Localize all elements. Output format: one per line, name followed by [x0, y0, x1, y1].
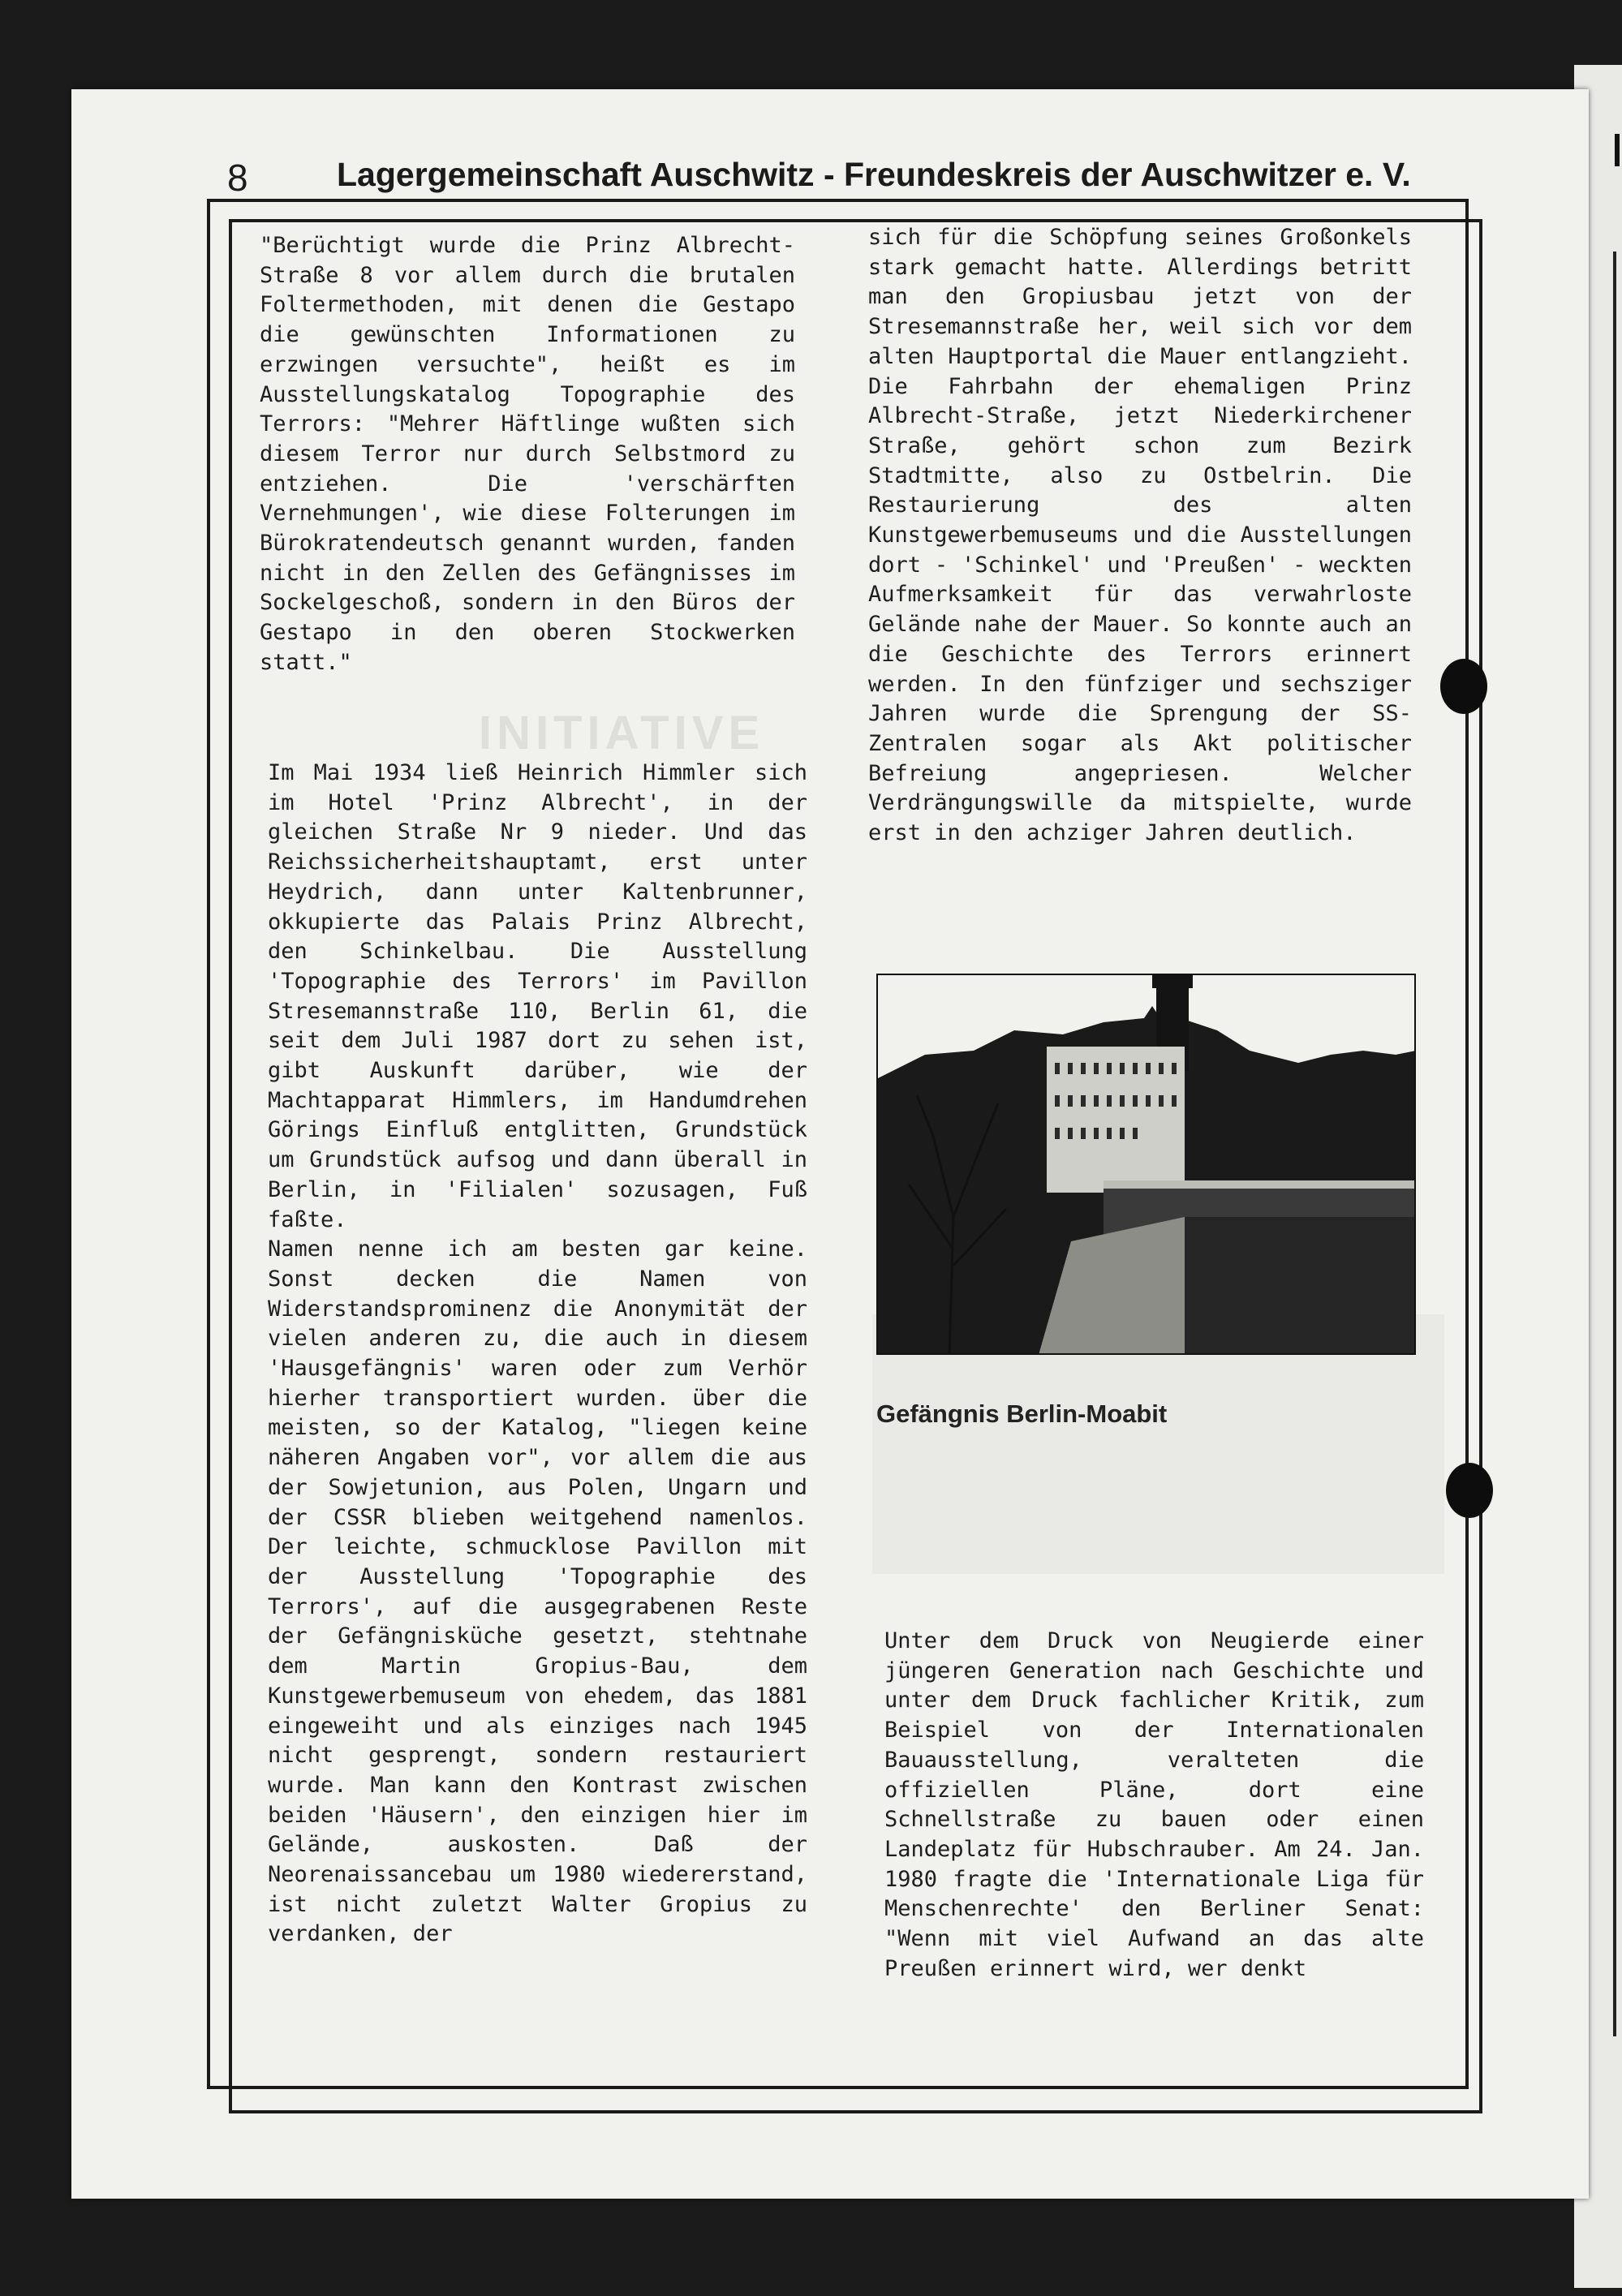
page-number: 8 [227, 157, 248, 199]
binder-hole-top [1440, 659, 1487, 714]
header-title: Lagergemeinschaft Auschwitz - Freundeskreis der Auschwitzer e. V. [337, 156, 1411, 193]
column-left-quote: "Berüchtigt wurde die Prinz Albrecht-Straße 8 vor allem durch die brutalen Foltermethoden, mit denen die Gestapo die gewünschten Informationen zu erzwingen versuchte", heißt es im Ausstellungskatalog Topographie des Terrors: "Mehrer Häftlinge wußten sich diesem Terror nur durch Selbstmord zu entziehen. Die 'verschärften Vernehmungen', wie diese Folterungen im Bürokratendeutsch genannt wurden, fanden nicht in den Zellen des Gefängnisses im Sockelgeschoß, sondern in den Büros der Gestapo in den oberen Stockwerken statt." [260, 233, 795, 675]
bleed-through-text: INITIATIVE [479, 707, 765, 759]
next-page-mark [1615, 134, 1620, 166]
prison-photo [876, 974, 1416, 1355]
column-right-bottom: Unter dem Druck von Neugierde einer jüngeren Generation nach Geschichte und unter dem Druck fachlicher Kritik, zum Beispiel von der Internationalen Bauausstellung, veralteten die offiziellen Pläne, dort eine Schnellstraße zu bauen oder einen Landeplatz für Hubschrauber. Am 24. Jan. 1980 fragte die 'Internationale Liga für Menschenrechte' den Berliner Senat: "Wenn mit viel Aufwand an das alte Preußen erinnert wird, wer denkt [884, 1628, 1424, 1981]
photo-caption: Gefängnis Berlin-Moabit [876, 1400, 1168, 1428]
page-header [154, 146, 1485, 203]
next-page-border [1613, 252, 1616, 2036]
binder-hole-bottom [1446, 1463, 1493, 1518]
column-left-body: Im Mai 1934 ließ Heinrich Himmler sich im Hotel 'Prinz Albrecht', in der gleichen Straße Nr 9 nieder. Und das Reichssicherheitshauptamt, erst unter Heydrich, dann unter Kaltenbrunner, okkupierte das Palais Prinz Albrecht, den Schinkelbau. Die Ausstellung 'Topographie des Terrors' im Pavillon Stresemannstraße 110, Berlin 61, die seit dem Juli 1987 dort zu sehen ist, gibt Auskunft darüber, wie der Machtapparat Himmlers, im Handumdrehen Görings Einfluß entglitten, Grundstück um Grundstück aufsog und dann überall in Berlin, in 'Filialen' sozusagen, Fuß faßte. Namen nenne ich am besten gar keine. Sonst decken die Namen von Widerstandsprominenz die Anonymität der vielen anderen zu, die auch in diesem 'Hausgefängnis' waren oder zum Verhör hierher transportiert wurden. über die meisten, so der Katalog, "liegen keine näheren Angaben vor", vor allem die aus der Sowjetunion, aus Polen, Ungarn und der CSSR blieben weitgehend namenlos. Der leichte, schmucklose Pavillon mit der Ausstellung 'Topographie des Terrors', auf die ausgegrabenen Reste der Gefängnisküche gesetzt, stehtnahe dem Martin Gropius-Bau, dem Kunstgewerbemuseum von ehedem, das 1881 eingeweiht und als einziges nach 1945 nicht gesprengt, sondern restauriert wurde. Man kann den Kontrast zwischen beiden 'Häusern', den einzigen hier im Gelände, auskosten. Daß der Neorenaissancebau um 1980 wiedererstand, ist nicht zuletzt Walter Gropius zu verdanken, der [268, 760, 807, 1947]
column-right-top: sich für die Schöpfung seines Großonkels stark gemacht hatte. Allerdings betritt man den Gropiusbau jetzt von der Stresemannstraße her, weil sich vor dem alten Hauptportal die Mauer entlangzieht. Die Fahrbahn der ehemaligen Prinz Albrecht-Straße, jetzt Niederkirchener Straße, gehört schon zum Bezirk Stadtmitte, also zu Ostbelrin. Die Restaurierung des alten Kunstgewerbemuseums und die Ausstellungen dort - 'Schinkel' und 'Preußen' - weckten Aufmerksamkeit für das verwahrloste Gelände nahe der Mauer. So konnte auch an die Geschichte des Terrors erinnert werden. In den fünfziger und sechsziger Jahren wurde die Sprengung der SS-Zentralen sogar als Akt politischer Befreiung angepriesen. Welcher Verdrängungswille da mitspielte, wurde erst in den achziger Jahren deutlich. [868, 225, 1412, 846]
